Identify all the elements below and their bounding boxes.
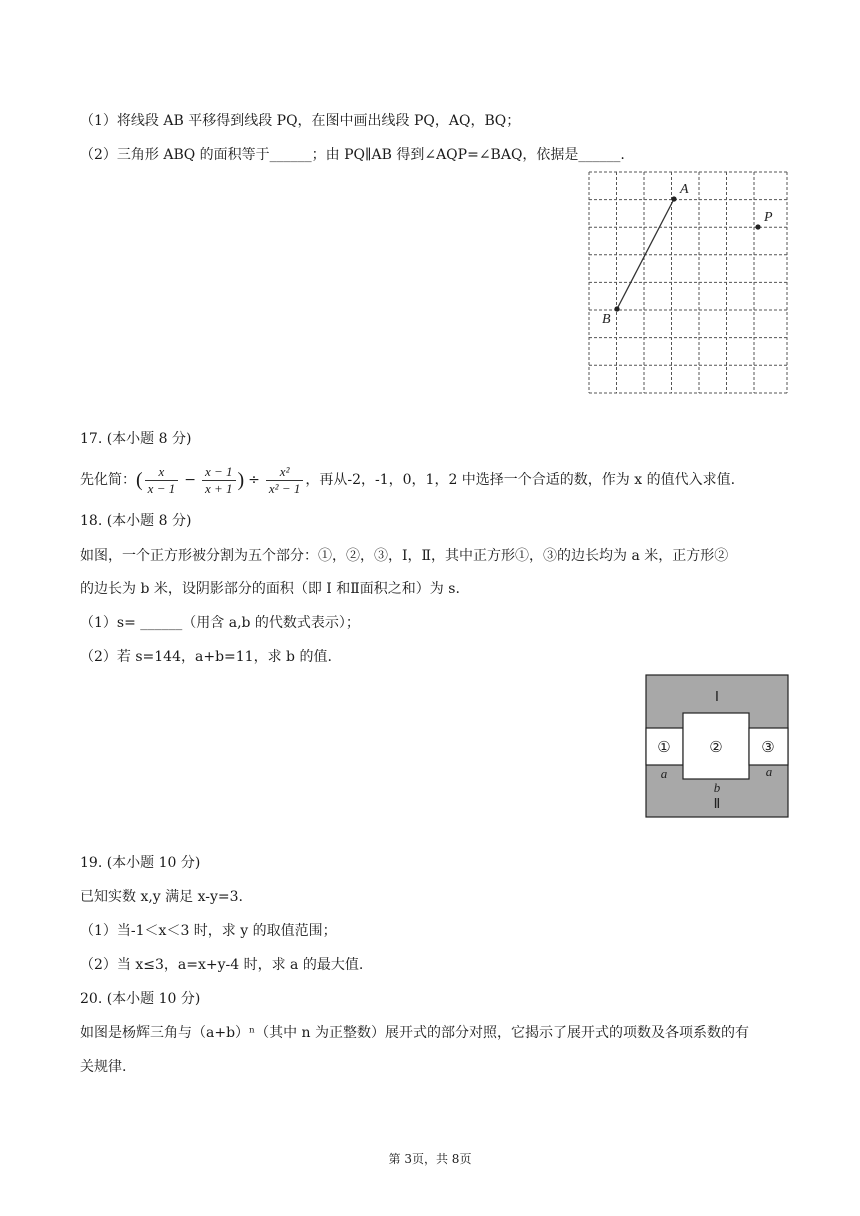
- point-a: [671, 196, 676, 201]
- label-a: A: [680, 182, 689, 197]
- side-a-left-label: a: [660, 766, 668, 781]
- q17-frac3-den: x² − 1: [268, 480, 301, 496]
- square-3-label: ③: [761, 740, 775, 756]
- q17-frac3-num: x²: [266, 464, 303, 481]
- q17-frac2-num: x − 1: [202, 464, 236, 481]
- q17-frac1-den: x − 1: [147, 480, 176, 496]
- divide-sign: ÷: [248, 472, 260, 488]
- q17-suffix: ，再从-2，-1，0，1，2 中选择一个合适的数，作为 x 的值代入求值.: [305, 472, 736, 488]
- q17-frac1: [145, 464, 179, 497]
- label-p: P: [764, 210, 773, 225]
- region-2-label: Ⅱ: [713, 797, 721, 812]
- grid-figure: [586, 170, 790, 396]
- q16-part2: （2）三角形 ABQ 的面积等于______；由 PQ∥AB 得到∠AQP=∠BAQ，依据是______.: [80, 147, 625, 163]
- q20-header: 20. (本小题 10 分): [80, 991, 201, 1007]
- q19-part2: （2）当 x≤3，a=x+y-4 时，求 a 的最大值.: [80, 957, 364, 973]
- label-b: B: [602, 312, 611, 327]
- q18-part2: （2）若 s=144，a+b=11，求 b 的值.: [80, 649, 332, 665]
- q19-header: 19. (本小题 10 分): [80, 855, 201, 871]
- q17-header: 17. (本小题 8 分): [80, 431, 192, 447]
- q20-line2: 关规律.: [80, 1059, 127, 1075]
- dashed-grid: [589, 172, 787, 393]
- q18-header: 18. (本小题 8 分): [80, 513, 192, 529]
- q18-line1: 如图，一个正方形被分割为五个部分：①，②，③，I，Ⅱ，其中正方形①，③的边长均为 a 米，正方形②: [80, 548, 729, 564]
- q18-part1: （1）s= ______（用含 a,b 的代数式表示）；: [80, 615, 360, 631]
- side-a-right-label: a: [765, 764, 773, 779]
- q17-frac2: [202, 464, 236, 497]
- q17-frac1-num: x: [145, 464, 179, 481]
- q19-part1: （1）当-1＜x＜3 时，求 y 的取值范围；: [80, 923, 337, 939]
- region-1-label: Ⅰ: [714, 690, 720, 705]
- q17-prefix: 先化简：: [80, 472, 136, 488]
- square-figure: [645, 674, 789, 818]
- square-1-label: ①: [657, 740, 671, 756]
- page-footer: 第 3页，共 8页: [388, 1152, 472, 1166]
- q20-line1: 如图是杨辉三角与（a+b）ⁿ（其中 n 为正整数）展开式的部分对照，它揭示了展开式的项数及各项系数的有: [80, 1025, 750, 1041]
- open-paren: (: [136, 469, 143, 491]
- side-b-label: b: [713, 780, 721, 795]
- q17-expression: [80, 460, 735, 500]
- q17-frac2-den: x + 1: [204, 480, 233, 496]
- close-paren: ): [237, 469, 245, 491]
- point-p: [755, 224, 760, 229]
- q18-line2: 的边长为 b 米，设阴影部分的面积（即 I 和Ⅱ面积之和）为 s.: [80, 581, 460, 597]
- q16-part1: （1）将线段 AB 平移得到线段 PQ，在图中画出线段 PQ，AQ，BQ；: [80, 113, 521, 129]
- square-2-label: ②: [709, 740, 723, 756]
- point-b: [614, 306, 619, 311]
- q19-stem: 已知实数 x,y 满足 x-y=3.: [80, 889, 243, 905]
- segment-ab: [617, 199, 674, 309]
- minus-sign: −: [184, 472, 196, 488]
- q17-frac3: [266, 464, 303, 497]
